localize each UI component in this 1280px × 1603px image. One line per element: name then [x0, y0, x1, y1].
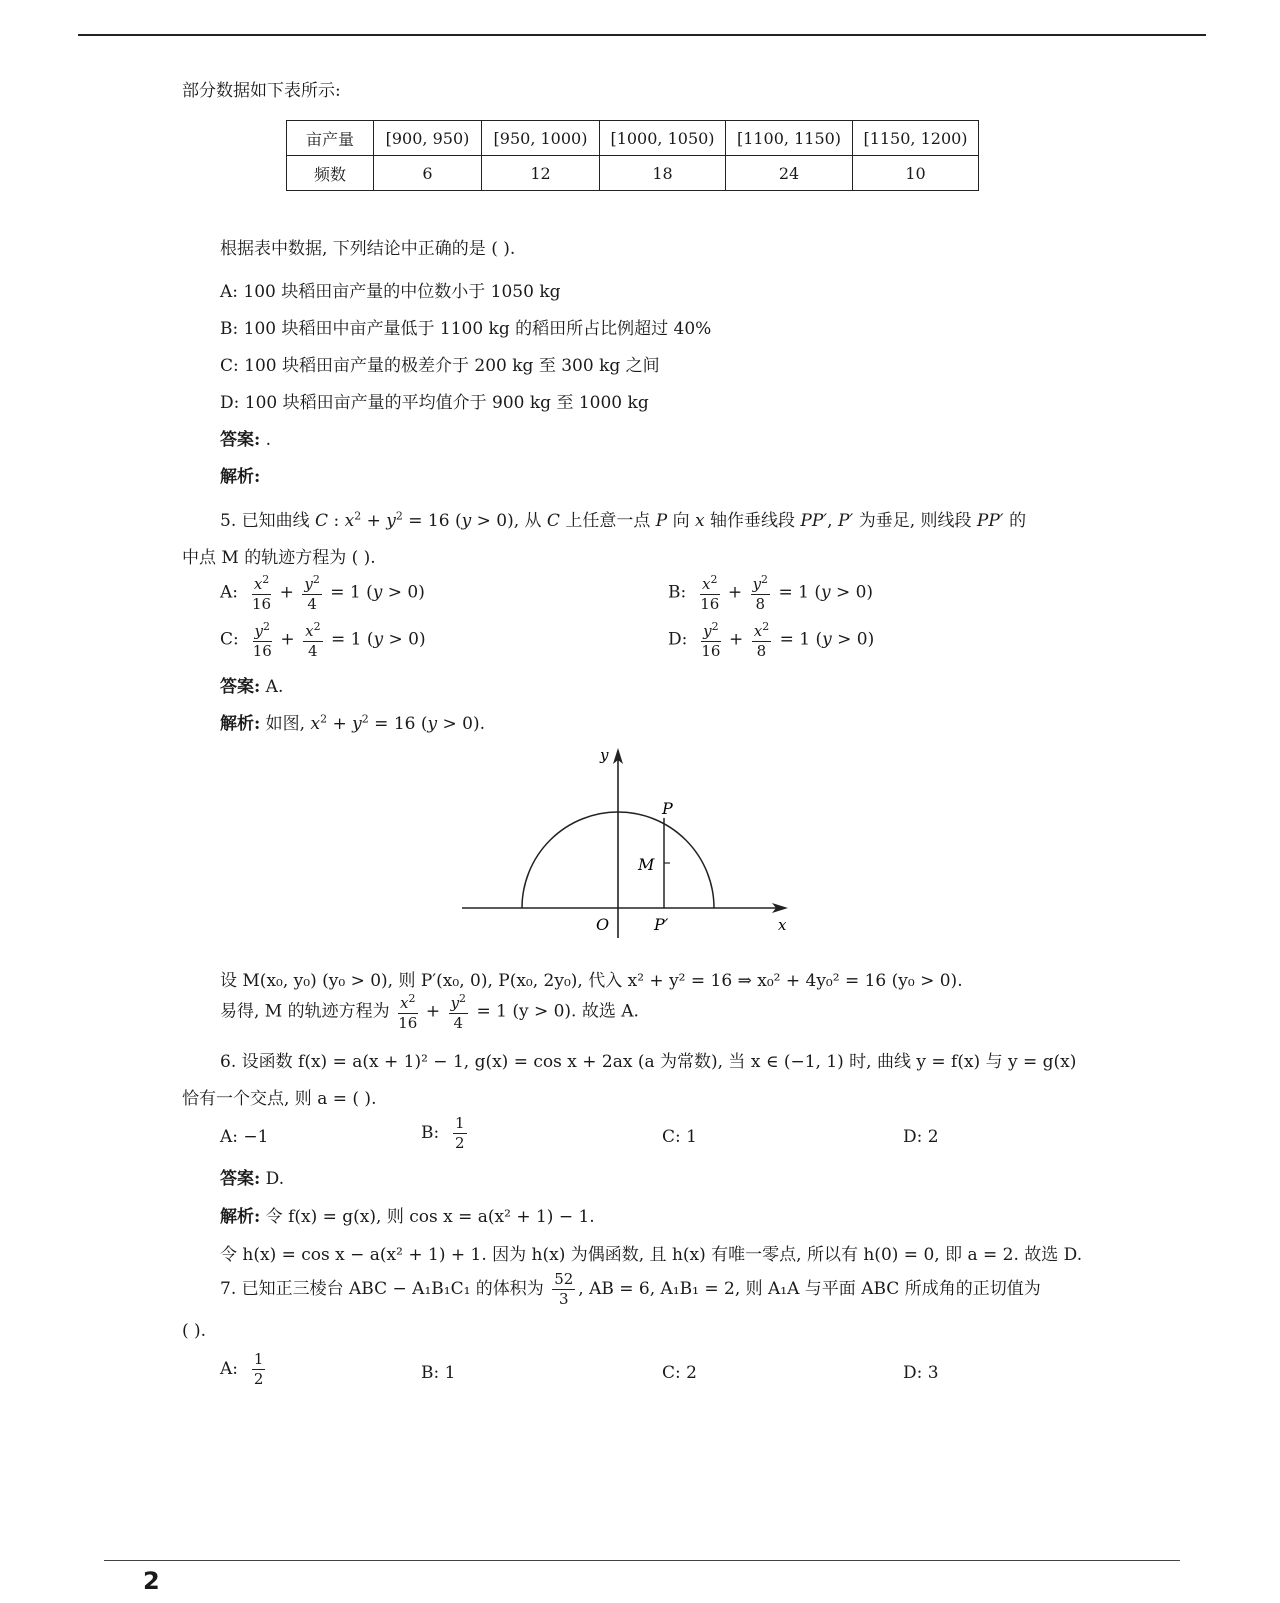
- q5-stem-line1: 5. 已知曲线 C : $x^2 + y^2 = 16$ (y > 0), 从 C 上任意一点 P 向 x 轴作垂线段 PP′, P′ 为垂足, 则线段 PP′ 的: [220, 509, 1027, 531]
- answer-label: 答案:: [220, 430, 261, 450]
- q4-answer: [220, 425, 271, 450]
- table-cell: 18: [600, 156, 726, 191]
- fraction: $\frac{x^2}{8}$: [753, 620, 770, 660]
- answer-value: .: [260, 430, 272, 450]
- stem-text: , 从: [513, 511, 547, 531]
- q7-option-b: B: 1: [421, 1363, 456, 1383]
- q5-stem-line2: 中点 M 的轨迹方程为 ( ).: [182, 548, 376, 568]
- stem-text: 7. 已知正三棱台 ABC − A₁B₁C₁ 的体积为: [220, 1279, 550, 1299]
- analysis-text: 如图,: [260, 714, 311, 734]
- stem-text: 轴作垂线段: [704, 511, 801, 531]
- stem-text: 5. 已知曲线: [220, 511, 316, 531]
- q6-option-a: A: −1: [220, 1127, 269, 1147]
- q6-analysis-1: [220, 1202, 595, 1227]
- answer-value: D.: [260, 1169, 285, 1189]
- fraction: $\frac{x^2}{16}$: [252, 573, 272, 613]
- table-cell: [1150, 1200): [853, 121, 979, 156]
- fraction: $\frac{y^2}{8}$: [752, 573, 769, 613]
- table-cell: [950, 1000): [482, 121, 600, 156]
- q5-option-a: A: $\frac{x^2}{16}$ + $\frac{y^2}{4}$ = 1 (y > 0): [220, 573, 425, 613]
- fraction: $\frac{y^2}{16}$: [701, 620, 721, 660]
- fraction: $\frac{x^2}{16}$: [398, 992, 418, 1032]
- math: P: [655, 511, 668, 531]
- q4-analysis-label: 解析:: [220, 467, 261, 487]
- q4-option-d: D: 100 块稻田亩产量的平均值介于 900 kg 至 1000 kg: [220, 393, 649, 413]
- label-p-prime: P′: [654, 915, 669, 934]
- q5-answer: [220, 672, 283, 697]
- fraction: $\frac{y^2}{4}$: [304, 573, 320, 613]
- yield-table: [286, 120, 979, 191]
- table-cell: 24: [726, 156, 853, 191]
- q6-answer: [220, 1164, 284, 1189]
- stem-text: 向: [667, 511, 696, 531]
- table-cell: 频数: [287, 156, 374, 191]
- q4-stem: 根据表中数据, 下列结论中正确的是 ( ).: [220, 239, 516, 259]
- q7-option-c: C: 2: [662, 1363, 697, 1383]
- math: C: [546, 511, 560, 531]
- q7-stem-line1: [220, 1272, 1041, 1307]
- q5-option-c: C: $\frac{y^2}{16}$ + $\frac{x^2}{4}$ = 1 (y > 0): [220, 620, 426, 660]
- q6-stem-line2: 恰有一个交点, 则 a = ( ).: [182, 1089, 377, 1109]
- table-cell: 6: [374, 156, 482, 191]
- math: x: [344, 511, 355, 531]
- fraction: $\frac{52}{3}$: [554, 1270, 574, 1308]
- q6-option-b: [421, 1116, 470, 1151]
- analysis-label: 解析:: [220, 714, 261, 734]
- label-x: x: [778, 916, 787, 934]
- q4-option-c: C: 100 块稻田亩产量的极差介于 200 kg 至 300 kg 之间: [220, 356, 660, 376]
- option-label: A:: [220, 1359, 239, 1379]
- answer-value: A.: [260, 677, 284, 697]
- semicircle-figure: [470, 746, 800, 945]
- fraction: $\frac{1}{2}$: [253, 1350, 264, 1388]
- q5-analysis: 解析: 如图, $x^2 + y^2 = 16$ (y > 0).: [220, 712, 486, 734]
- table-cell: 亩产量: [287, 121, 374, 156]
- analysis-label: 解析:: [220, 1207, 261, 1227]
- stem-text: , AB = 6, A₁B₁ = 2, 则 A₁A 与平面 ABC 所成角的正切值为: [578, 1279, 1041, 1299]
- derive-text: = 1 (y > 0). 故选 A.: [471, 1001, 639, 1022]
- table-cell: [900, 950): [374, 121, 482, 156]
- derive-text: 易得, M 的轨迹方程为: [220, 1001, 396, 1022]
- q6-option-c: C: 1: [662, 1127, 697, 1147]
- fraction: $\frac{x^2}{16}$: [700, 573, 720, 613]
- q7-option-a: [220, 1352, 268, 1387]
- label-p: P: [662, 799, 673, 818]
- stem-text: 的: [1003, 511, 1027, 531]
- analysis-text: 令 f(x) = g(x), 则 cos x = a(x² + 1) − 1.: [260, 1207, 595, 1227]
- q4-option-b: B: 100 块稻田中亩产量低于 1100 kg 的稻田所占比例超过 40%: [220, 319, 712, 339]
- q6-option-d: D: 2: [903, 1127, 939, 1147]
- q6-stem-line1: 6. 设函数 f(x) = a(x + 1)² − 1, g(x) = cos x + 2ax (a 为常数), 当 x ∈ (−1, 1) 时, 曲线 y = f(x) 与 y = g(x): [220, 1052, 1077, 1072]
- table-cell: 10: [853, 156, 979, 191]
- table-row: [287, 156, 979, 191]
- fraction: $\frac{1}{2}$: [455, 1114, 465, 1152]
- q6-analysis-2: 令 h(x) = cos x − a(x² + 1) + 1. 因为 h(x) 为偶函数, 且 h(x) 有唯一零点, 所以有 h(0) = 0, 即 a = 2. 故选 D.: [220, 1245, 1083, 1265]
- label-o: O: [596, 915, 610, 934]
- fraction: $\frac{y^2}{16}$: [252, 620, 272, 660]
- math: x: [695, 511, 705, 531]
- fraction: $\frac{y^2}{4}$: [450, 992, 467, 1032]
- q5-option-b: B: $\frac{x^2}{16}$ + $\frac{y^2}{8}$ = 1 (y > 0): [668, 573, 874, 613]
- table-cell: [1000, 1050): [600, 121, 726, 156]
- q5-derivation-1: 设 M(x₀, y₀) (y₀ > 0), 则 P′(x₀, 0), P(x₀, 2y₀), 代入 x² + y² = 16 ⇒ x₀² + 4y₀² = 16 (y₀ > 0).: [220, 971, 963, 991]
- q5-option-d: D: $\frac{y^2}{16}$ + $\frac{x^2}{8}$ = 1 (y > 0): [668, 620, 875, 660]
- math: y: [386, 511, 396, 531]
- table-cell: [1100, 1150): [726, 121, 853, 156]
- fraction: $\frac{x^2}{4}$: [305, 620, 321, 660]
- q7-option-d: D: 3: [903, 1363, 939, 1383]
- math: P′: [837, 511, 854, 531]
- label-m: M: [638, 855, 655, 874]
- math: PP′: [976, 511, 1004, 531]
- page-number: 2: [143, 1567, 160, 1595]
- label-y: y: [600, 746, 609, 764]
- option-label: B:: [421, 1123, 440, 1143]
- table-cell: 12: [482, 156, 600, 191]
- top-rule: [78, 34, 1206, 36]
- bottom-rule: [104, 1560, 1180, 1561]
- math: C: [315, 511, 329, 531]
- table-row: [287, 121, 979, 156]
- math: PP′: [800, 511, 828, 531]
- table-intro: 部分数据如下表所示:: [182, 81, 341, 101]
- answer-label: 答案:: [220, 1169, 261, 1189]
- math: y: [461, 511, 472, 531]
- stem-text: 为垂足, 则线段: [853, 511, 977, 531]
- q5-derivation-2: 易得, M 的轨迹方程为 $\frac{x^2}{16}$ + $\frac{y^2}{4}$ = 1 (y > 0). 故选 A.: [220, 992, 639, 1032]
- answer-label: 答案:: [220, 677, 261, 697]
- q7-stem-line2: ( ).: [182, 1321, 207, 1341]
- q4-option-a: A: 100 块稻田亩产量的中位数小于 1050 kg: [220, 282, 561, 302]
- stem-text: 上任意一点: [559, 511, 656, 531]
